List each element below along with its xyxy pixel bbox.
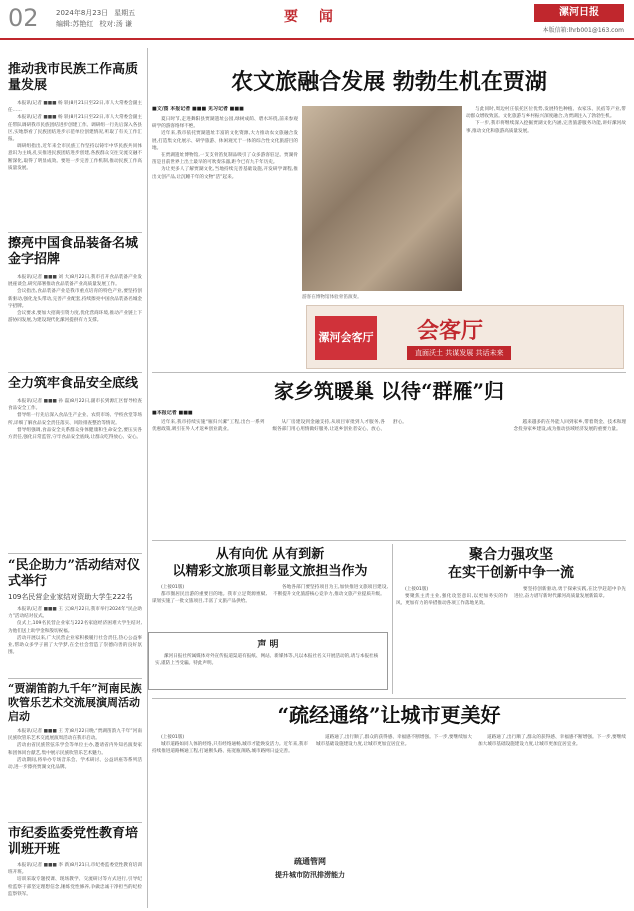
byline: 本报讯(记者 ■■■ 孙 磊)8月22日,副市长到源汇区督导检查食品安全工作。: [8, 399, 142, 412]
paragraph: 培训采取专题授课、现场教学、交流研讨等方式进行,引导纪检监察干部坚定理想信念,锤炼党性修养,争做忠诚干净担当的纪检监察铁军。: [8, 877, 142, 897]
byline: 本报讯(记者 ■■■ 杨 轶)8月21日至22日,市人大常委会副主任……: [8, 101, 142, 114]
headline: 市纪委监委党性教育培训班开班: [8, 826, 139, 857]
paragraph: 各地各部门要坚持项目为王,加快推进文旅项目建设,不断提升文化旅游核心竞争力,推动文旅产业提质升级。: [273, 585, 388, 598]
paragraph: 本报讯(记者 ■■■ 杨 轶)8月21日至22日,市人大常委会副主任带队调研我市民族团结进步创建工作。调研组一行先后深入各县区,实地察看了民族团结进步示范单位创建情况,听取了有关工作汇报。: [8, 115, 142, 143]
paragraph: 下一步,我市将继续深入挖掘贾湖文化内涵,完善旅游服务功能,讲好漯河故事,推动文化和旅游高质量发展。: [466, 121, 626, 134]
feature-headline-box: [152, 376, 626, 406]
photo-caption: 游客在博物馆体验骨笛演奏。: [302, 295, 362, 300]
article-food-safety: [8, 376, 142, 551]
article-jiahu-flute: [8, 682, 142, 820]
article-ethnic-affairs: [8, 62, 142, 232]
paragraph: 会议要求,要加大招商引资力度,优化营商环境,推动产业链上下游协同发展,为建设现代化漯河提供有力支撑。: [8, 311, 142, 324]
main-headline-box: [152, 62, 626, 102]
byline: (上接01版): [161, 585, 185, 590]
headline: 推动我市民族工作高质量发展: [8, 62, 139, 93]
subheadline: 109名民营企业家结对资助大学生222名: [8, 593, 133, 601]
reception-hall-banner: [306, 305, 624, 369]
headline-line2: 在实干创新中争一流: [448, 565, 574, 581]
paragraph: 督导组强调,食品安全关系群众身体健康和生命安全,要压实各方责任,强化日常监管,守牢食品安全底线,让群众吃得放心、安心。: [8, 427, 142, 441]
editor-label: 编辑:苏艳红: [56, 20, 94, 28]
issue-date: 2024年8月23日: [56, 9, 109, 17]
paragraph: 近年来,我市持续实施“雁归兴漯”工程,出台一系列优惠政策,吸引在外人才返乡创业就业。: [152, 420, 265, 433]
byline: (上接01版): [405, 587, 429, 592]
feature-byline: ■本报记者 ■■■: [152, 410, 193, 416]
paragraph: 活动开展以来,广大民营企业家积极履行社会责任,热心公益事业,帮助众多学子圆了大学梦,在全社会营造了崇德向善的良好氛围。: [8, 635, 142, 656]
headline-line2: 以精彩文旅项目彰显文旅担当作为: [172, 564, 368, 579]
paragraph: 调研组指出,近年来全市民族工作坚持以铸牢中华民族共同体意识为主线,扎实推进民族团结进步创建,各族群众交往交流交融不断深化,取得了明显成效。要进一步完善工作机制,推动民族工作高质量发展。: [8, 144, 142, 171]
headline-line1: 聚合力强攻坚: [469, 547, 553, 563]
commentary-headline: “疏经通络”让城市更美好: [277, 703, 501, 727]
paragraph: 在贾湖遗址博物馆,一支支骨笛复制品吸引了众多游客驻足。贾湖骨笛是目前世界上出土最早的可吹奏乐器,距今已有九千年历史。: [152, 153, 298, 166]
contact-email: 本版信箱:lhrb001@163.com: [542, 27, 624, 34]
paragraph: 要聚焦主责主业,强化攻坚意识,以更加务实的作风、更加有力的举措推动各项工作落地见效。: [396, 594, 508, 607]
paragraph: 从厂房建设到金融支持,从项目审批到人才服务,各级各部门用心用情做好服务,让返乡创业者安心、放心、舒心。: [272, 420, 407, 433]
paragraph: 道路通了,出行顺了,群众的获得感、幸福感不断增强。下一步,要继续加大城市基础设施建设力度,让城市更加宜居宜业。: [478, 735, 626, 748]
banner-title: 会客厅: [417, 318, 484, 344]
byline: 本报讯(记者 ■■■ 李 新)8月21日,市纪委监委党性教育培训班开班。: [8, 863, 142, 876]
byline: 本报讯(记者 ■■■ 王 云)8月22日,我市举行2024年“民企助力”活动结对仪式。: [8, 607, 142, 620]
newspaper-logo: 漯河日报: [534, 4, 624, 22]
commentary-col3: [478, 734, 626, 906]
headline: 全力筑牢食品安全底线: [8, 376, 139, 391]
headline: 擦亮中国食品装备名城金字招牌: [8, 236, 139, 267]
byline: (上接01版): [161, 735, 185, 740]
article-joint-effort: [396, 546, 626, 694]
paragraph: 越来越多的在外能人回到家乡,带着资金、技术和理念投身家乡建设,成为推动县域经济发展的重要力量。: [513, 420, 626, 433]
main-byline: ■文/图 本报记者 ■■■ 见习记者 ■■■: [152, 106, 244, 112]
paragraph: 都市圈居民出游的重要目的地。我市立足资源禀赋,谋划实施了一批文旅项目,丰富了文旅产品供给。: [152, 592, 267, 605]
museum-photo: [302, 106, 462, 291]
headline: “贾湖笛韵九千年”河南民族吹管乐艺术交流展演周活动启动: [8, 682, 142, 723]
page-header: [0, 0, 634, 40]
main-headline: 农文旅融合发展 勃勃生机在贾湖: [231, 69, 547, 95]
header-meta: [56, 8, 141, 30]
main-article-col1: [152, 106, 298, 358]
headline: “民企助力”活动结对仪式举行: [8, 558, 140, 589]
commentary-sidebar: [250, 856, 370, 896]
paragraph: 活动期间,将举办专场音乐会、学术研讨、公益讲座等系列活动,进一步擦亮贾湖文化品牌。: [8, 757, 142, 771]
paragraph: 城市道路如同人体的经络,只有经络通畅,城市才能焕发活力。近年来,我市持续推进道路畅通工程,打通断头路、拓宽瓶颈路,城市路网日益完善。: [152, 742, 308, 755]
page-number: 02: [8, 4, 39, 32]
paragraph: 会议指出,食品装备产业是我市重点培育的特色产业,要坚持创新驱动,强化龙头带动,完善产业配套,持续擦亮中国食品装备名城金字招牌。: [8, 289, 142, 309]
section-title: 要 闻: [284, 9, 341, 25]
byline: 本报讯(记者 ■■■ 刘 大)8月22日,我市召开食品装备产业发展座谈会,研究部署推动食品装备产业高质量发展工作。: [8, 275, 142, 288]
statement-notice: [148, 632, 388, 690]
paragraph: 要坚持创新驱动,勇于探索实践,在比学赶超中争先进位,奋力谱写新时代漯河高质量发展新篇章。: [514, 587, 626, 600]
byline: 本报讯(记者 ■■■ 王 芳)8月22日晚,“贾湖笛韵九千年”河南民族吹管乐艺术交流展演周活动在我市启动。: [8, 729, 142, 742]
paragraph: 活动由省民族管弦乐学会等单位主办,邀请省内外知名演奏家和团体同台献艺,集中展示民族吹管乐艺术魅力。: [8, 743, 142, 756]
banner-tagline: 直面沃土 共谋发展 共话未来: [407, 346, 511, 360]
paragraph: 夏日时节,走进舞阳县贾湖遗址公园,绿树成荫、碧水环绕,前来参观研学的游客络绎不绝。: [152, 117, 298, 130]
feature-article-body: [152, 410, 626, 538]
sidebar-title: 疏通管网: [294, 857, 326, 866]
feature-headline: 家乡筑暖巢 以待“群雁”归: [274, 379, 504, 403]
weekday: 星期五: [114, 9, 136, 17]
banner-badge: 漯河会客厅: [315, 316, 377, 360]
main-photo-frame: [302, 106, 462, 306]
article-culture-tourism: [152, 546, 388, 628]
notice-title: 声 明: [257, 640, 279, 650]
paragraph: 督导组一行先后深入食品生产企业、农贸市场、学校食堂等场所,详细了解食品安全责任落实、风险排查整治等情况。: [8, 413, 142, 426]
paragraph: 道路通了,出行顺了,群众的获得感、幸福感不断增强。下一步,要继续加大城市基础设施建设力度,让城市更加宜居宜业。: [316, 735, 472, 748]
article-discipline-training: [8, 826, 142, 908]
notice-body: 漯河日报社所属媒体对外宣传报道渠道有报纸、网站、新媒体等,凡以本报社名义开展活动的,请与本报社核实,谨防上当受骗。特此声明。: [155, 654, 379, 666]
paragraph: 为让更多人了解贾湖文化,当地持续完善基础设施,开发研学课程,推出文创产品,让沉睡千年的文物“活”起来。: [152, 167, 298, 180]
proof-label: 校对:汤 谦: [99, 20, 132, 28]
sidebar-subtitle: 提升城市防汛排涝能力: [275, 871, 345, 879]
paragraph: 仪式上,109名民营企业家与222名家庭经济困难大学生结对,为他们送上助学金和殷切祝福。: [8, 621, 142, 634]
headline-line1: 从有向优 从有到新: [215, 547, 325, 562]
main-article-col3: [466, 106, 626, 302]
paragraph: 与此同时,周边村庄依托区位优势,发展特色种植、农家乐、民宿等产业,带动群众增收致富。文化旅游与乡村振兴深度融合,为贾湖注入了勃勃生机。: [466, 107, 626, 120]
commentary-headline-box: [152, 700, 626, 730]
paragraph: 近年来,我市依托贾湖遗址丰富的文化资源,大力推动农文旅融合发展,打造集文化展示、研学旅游、休闲观光于一体的综合性文化旅游目的地。: [152, 131, 298, 151]
article-food-equipment: [8, 236, 142, 370]
article-private-enterprise: [8, 558, 142, 676]
